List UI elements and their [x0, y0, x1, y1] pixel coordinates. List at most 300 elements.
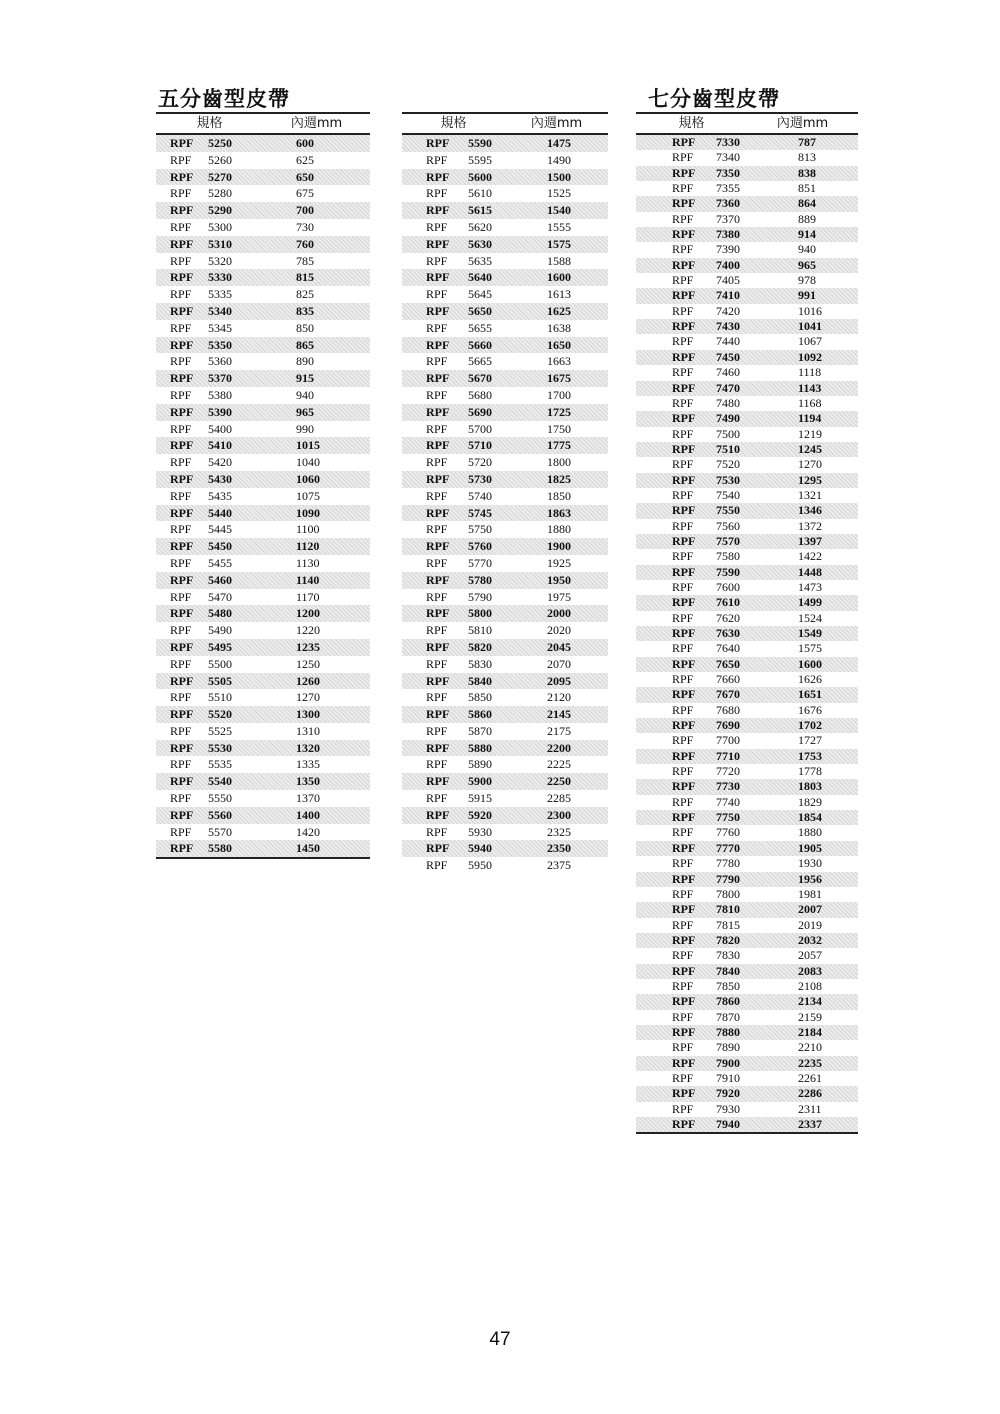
- cell-prefix: RPF: [426, 623, 448, 638]
- cell-prefix: RPF: [672, 733, 694, 748]
- cell-prefix: RPF: [672, 533, 696, 548]
- cell-length: 1651: [798, 687, 822, 702]
- cell-code: 5840: [468, 673, 492, 688]
- table-row: [156, 689, 370, 706]
- cell-code: 5535: [208, 757, 232, 772]
- cell-code: 5650: [468, 303, 492, 318]
- cell-code: 5780: [468, 572, 492, 587]
- cell-length: 1270: [296, 690, 320, 705]
- cell-code: 5820: [468, 639, 492, 654]
- cell-length: 1490: [547, 152, 571, 167]
- table-row: [636, 166, 858, 181]
- cell-prefix: RPF: [426, 236, 450, 251]
- cell-prefix: RPF: [672, 457, 694, 472]
- cell-code: 5530: [208, 740, 232, 755]
- cell-prefix: RPF: [170, 203, 194, 218]
- cell-code: 5870: [468, 723, 492, 738]
- cell-prefix: RPF: [426, 723, 448, 738]
- cell-length: 940: [296, 387, 314, 402]
- cell-length: 2020: [547, 623, 571, 638]
- cell-length: 1473: [798, 579, 822, 594]
- cell-length: 2286: [798, 1086, 822, 1101]
- cell-prefix: RPF: [170, 824, 192, 839]
- cell-code: 7910: [716, 1070, 740, 1085]
- table-row: [402, 253, 608, 270]
- cell-prefix: RPF: [170, 236, 194, 251]
- cell-length: 1220: [296, 623, 320, 638]
- cell-prefix: RPF: [170, 639, 194, 654]
- cell-length: 1880: [547, 522, 571, 537]
- cell-prefix: RPF: [426, 673, 450, 688]
- cell-code: 5590: [468, 136, 492, 150]
- cell-length: 2184: [798, 1024, 822, 1039]
- table-row: [636, 196, 858, 211]
- table-row: [402, 387, 608, 404]
- table-row: [636, 1010, 858, 1025]
- cell-prefix: RPF: [170, 253, 192, 268]
- cell-prefix: RPF: [672, 564, 696, 579]
- cell-length: 1370: [296, 791, 320, 806]
- cell-length: 2350: [547, 841, 571, 856]
- cell-length: 1702: [798, 718, 822, 733]
- cell-prefix: RPF: [426, 219, 448, 234]
- cell-code: 5760: [468, 539, 492, 554]
- cell-code: 5950: [468, 858, 492, 873]
- cell-prefix: RPF: [426, 539, 450, 554]
- cell-prefix: RPF: [672, 1117, 696, 1131]
- cell-length: 1499: [798, 595, 822, 610]
- cell-code: 7550: [716, 503, 740, 518]
- cell-prefix: RPF: [672, 349, 696, 364]
- table-row: [156, 756, 370, 773]
- cell-prefix: RPF: [170, 136, 194, 150]
- cell-length: 2032: [798, 932, 822, 947]
- cell-length: 2325: [547, 824, 571, 839]
- cell-length: 838: [798, 165, 816, 180]
- table-row: [156, 337, 370, 354]
- cell-length: 2095: [547, 673, 571, 688]
- cell-code: 5495: [208, 639, 232, 654]
- cell-length: 889: [798, 211, 816, 226]
- cell-code: 7380: [716, 227, 740, 242]
- cell-prefix: RPF: [672, 794, 694, 809]
- cell-prefix: RPF: [672, 1070, 694, 1085]
- cell-prefix: RPF: [672, 1009, 694, 1024]
- table-row: [636, 657, 858, 672]
- cell-prefix: RPF: [672, 779, 696, 794]
- table-row: [156, 286, 370, 303]
- cell-length: 1829: [798, 794, 822, 809]
- cell-length: 965: [798, 257, 816, 272]
- cell-code: 7450: [716, 349, 740, 364]
- cell-prefix: RPF: [170, 807, 194, 822]
- cell-length: 1448: [798, 564, 822, 579]
- table-row: [636, 611, 858, 626]
- cell-length: 2261: [798, 1070, 822, 1085]
- cell-length: 1321: [798, 487, 822, 502]
- cell-code: 5500: [208, 656, 232, 671]
- cell-code: 5730: [468, 471, 492, 486]
- header-spec: 規格: [196, 116, 223, 131]
- cell-prefix: RPF: [426, 404, 450, 419]
- table-row: [636, 856, 858, 871]
- cell-code: 7730: [716, 779, 740, 794]
- cell-length: 2200: [547, 740, 571, 755]
- cell-code: 5435: [208, 488, 232, 503]
- cell-code: 5665: [468, 354, 492, 369]
- cell-prefix: RPF: [672, 932, 696, 947]
- cell-code: 7340: [716, 150, 740, 165]
- table-row: [636, 595, 858, 610]
- table-row: [156, 706, 370, 723]
- cell-length: 1140: [296, 572, 320, 587]
- cell-prefix: RPF: [426, 354, 448, 369]
- cell-code: 7710: [716, 748, 740, 763]
- table-row: [156, 639, 370, 656]
- cell-code: 5800: [468, 606, 492, 621]
- cell-code: 7540: [716, 487, 740, 502]
- cell-code: 5470: [208, 589, 232, 604]
- table-row: [156, 269, 370, 286]
- cell-code: 7440: [716, 334, 740, 349]
- cell-prefix: RPF: [170, 219, 192, 234]
- cell-length: 1588: [547, 253, 571, 268]
- table-row: [402, 840, 608, 857]
- table-row: [156, 589, 370, 606]
- cell-code: 5915: [468, 791, 492, 806]
- cell-code: 5620: [468, 219, 492, 234]
- table-row: [156, 605, 370, 622]
- cell-code: 5525: [208, 723, 232, 738]
- cell-code: 5250: [208, 136, 232, 150]
- cell-prefix: RPF: [170, 740, 194, 755]
- cell-prefix: RPF: [672, 963, 696, 978]
- cell-prefix: RPF: [170, 354, 192, 369]
- cell-code: 5445: [208, 522, 232, 537]
- cell-length: 2235: [798, 1055, 822, 1070]
- cell-prefix: RPF: [426, 337, 450, 352]
- cell-length: 1260: [296, 673, 320, 688]
- table-row: [636, 442, 858, 457]
- table-row: [636, 1117, 858, 1132]
- cell-length: 1613: [547, 287, 571, 302]
- cell-length: 1555: [547, 219, 571, 234]
- table-row: [402, 589, 608, 606]
- table-row: [156, 169, 370, 186]
- cell-length: 1750: [547, 421, 571, 436]
- cell-length: 815: [296, 270, 314, 285]
- cell-length: 1725: [547, 404, 571, 419]
- table-row: [156, 488, 370, 505]
- table-row: [402, 740, 608, 757]
- cell-code: 5920: [468, 807, 492, 822]
- cell-length: 1143: [798, 380, 822, 395]
- cell-code: 5280: [208, 186, 232, 201]
- cell-length: 864: [798, 196, 816, 211]
- cell-prefix: RPF: [170, 421, 192, 436]
- cell-prefix: RPF: [672, 764, 694, 779]
- cell-prefix: RPF: [426, 690, 448, 705]
- cell-prefix: RPF: [170, 303, 194, 318]
- cell-prefix: RPF: [672, 825, 694, 840]
- cell-length: 1753: [798, 748, 822, 763]
- cell-prefix: RPF: [170, 572, 194, 587]
- table-row: [156, 454, 370, 471]
- cell-code: 7580: [716, 549, 740, 564]
- cell-code: 5635: [468, 253, 492, 268]
- cell-length: 1775: [547, 438, 571, 453]
- cell-length: 1575: [547, 236, 571, 251]
- cell-code: 5640: [468, 270, 492, 285]
- cell-length: 1245: [798, 441, 822, 456]
- cell-code: 5480: [208, 606, 232, 621]
- cell-prefix: RPF: [672, 319, 696, 334]
- table-row: [636, 749, 858, 764]
- cell-code: 5930: [468, 824, 492, 839]
- cell-code: 5490: [208, 623, 232, 638]
- table-row: [636, 565, 858, 580]
- table-row: [402, 756, 608, 773]
- table-row: [636, 334, 858, 349]
- cell-length: 1168: [798, 395, 822, 410]
- cell-prefix: RPF: [170, 673, 194, 688]
- cell-length: 1475: [547, 136, 571, 150]
- cell-prefix: RPF: [672, 948, 694, 963]
- cell-length: 1850: [547, 488, 571, 503]
- table-row: [636, 764, 858, 779]
- table-row: [402, 572, 608, 589]
- cell-code: 7880: [716, 1024, 740, 1039]
- table-row: [636, 703, 858, 718]
- cell-code: 5710: [468, 438, 492, 453]
- cell-prefix: RPF: [426, 555, 448, 570]
- cell-prefix: RPF: [672, 871, 696, 886]
- cell-length: 851: [798, 181, 816, 196]
- table-row: [402, 622, 608, 639]
- table-row: [156, 773, 370, 790]
- cell-length: 1397: [798, 533, 822, 548]
- table-row: [156, 387, 370, 404]
- cell-prefix: RPF: [672, 1040, 694, 1055]
- cell-prefix: RPF: [672, 687, 696, 702]
- cell-prefix: RPF: [426, 589, 448, 604]
- cell-code: 7920: [716, 1086, 740, 1101]
- table-header: [156, 112, 370, 135]
- cell-length: 2083: [798, 963, 822, 978]
- table-row: [636, 687, 858, 702]
- cell-code: 7470: [716, 380, 740, 395]
- cell-code: 7420: [716, 303, 740, 318]
- cell-code: 5300: [208, 219, 232, 234]
- cell-code: 5330: [208, 270, 232, 285]
- cell-prefix: RPF: [170, 387, 192, 402]
- cell-length: 1663: [547, 354, 571, 369]
- table-row: [636, 841, 858, 856]
- cell-length: 1880: [798, 825, 822, 840]
- cell-length: 1250: [296, 656, 320, 671]
- table-row: [402, 673, 608, 690]
- table-row: [636, 549, 858, 564]
- cell-length: 1500: [547, 169, 571, 184]
- cell-code: 5345: [208, 320, 232, 335]
- cell-code: 5440: [208, 505, 232, 520]
- table-row: [636, 933, 858, 948]
- cell-prefix: RPF: [672, 273, 694, 288]
- cell-prefix: RPF: [170, 186, 192, 201]
- cell-prefix: RPF: [672, 994, 696, 1009]
- cell-code: 5290: [208, 203, 232, 218]
- table-row: [402, 605, 608, 622]
- cell-prefix: RPF: [672, 902, 696, 917]
- cell-prefix: RPF: [426, 757, 448, 772]
- table-row: [636, 350, 858, 365]
- table-row: [156, 622, 370, 639]
- table-row: [156, 521, 370, 538]
- table-row: [636, 381, 858, 396]
- cell-prefix: RPF: [426, 371, 450, 386]
- cell-code: 7630: [716, 626, 740, 640]
- cell-prefix: RPF: [426, 488, 448, 503]
- table-row: [156, 723, 370, 740]
- cell-code: 7430: [716, 319, 740, 334]
- cell-code: 7870: [716, 1009, 740, 1024]
- table-row: [156, 790, 370, 807]
- cell-code: 5455: [208, 555, 232, 570]
- cell-code: 7640: [716, 641, 740, 656]
- table-row: [402, 723, 608, 740]
- table-row: [636, 503, 858, 518]
- cell-code: 7510: [716, 441, 740, 456]
- table-row: [636, 1102, 858, 1117]
- cell-prefix: RPF: [672, 288, 696, 303]
- cell-prefix: RPF: [170, 757, 192, 772]
- cell-length: 1170: [296, 589, 320, 604]
- cell-length: 650: [296, 169, 314, 184]
- cell-code: 7780: [716, 856, 740, 871]
- cell-code: 7815: [716, 917, 740, 932]
- table-row: [636, 427, 858, 442]
- cell-prefix: RPF: [426, 707, 450, 722]
- cell-length: 1626: [798, 672, 822, 687]
- table-row: [636, 902, 858, 917]
- cell-prefix: RPF: [672, 426, 694, 441]
- cell-code: 7590: [716, 564, 740, 579]
- table-row: [402, 169, 608, 186]
- cell-prefix: RPF: [170, 438, 194, 453]
- cell-length: 1525: [547, 186, 571, 201]
- table-row: [156, 202, 370, 219]
- table-row: [636, 580, 858, 595]
- table-body: [156, 135, 370, 857]
- cell-prefix: RPF: [426, 774, 450, 789]
- cell-code: 5645: [468, 287, 492, 302]
- cell-prefix: RPF: [672, 1024, 696, 1039]
- table-row: [636, 242, 858, 257]
- table-row: [636, 994, 858, 1009]
- table-row: [636, 795, 858, 810]
- cell-code: 7660: [716, 672, 740, 687]
- table-row: [636, 964, 858, 979]
- cell-length: 2225: [547, 757, 571, 772]
- table-row: [636, 396, 858, 411]
- section-title-7-fen: 七分齒型皮帶: [648, 86, 780, 111]
- cell-code: 7680: [716, 702, 740, 717]
- cell-prefix: RPF: [672, 242, 694, 257]
- cell-code: 7850: [716, 978, 740, 993]
- cell-length: 2070: [547, 656, 571, 671]
- cell-prefix: RPF: [426, 320, 448, 335]
- cell-prefix: RPF: [170, 841, 194, 856]
- cell-code: 5340: [208, 303, 232, 318]
- cell-length: 1650: [547, 337, 571, 352]
- cell-length: 1372: [798, 518, 822, 533]
- table-row: [402, 706, 608, 723]
- cell-prefix: RPF: [672, 1086, 696, 1101]
- table-row: [402, 773, 608, 790]
- cell-prefix: RPF: [672, 518, 694, 533]
- cell-code: 5390: [208, 404, 232, 419]
- table-header: [402, 112, 608, 135]
- table-row: [402, 135, 608, 152]
- cell-length: 991: [798, 288, 816, 303]
- cell-prefix: RPF: [672, 856, 694, 871]
- cell-length: 1700: [547, 387, 571, 402]
- cell-code: 5880: [468, 740, 492, 755]
- cell-code: 7530: [716, 472, 740, 487]
- cell-length: 785: [296, 253, 314, 268]
- cell-prefix: RPF: [672, 656, 696, 671]
- cell-code: 5615: [468, 203, 492, 218]
- cell-prefix: RPF: [672, 211, 694, 226]
- cell-prefix: RPF: [426, 303, 450, 318]
- cell-prefix: RPF: [672, 441, 696, 456]
- cell-code: 7410: [716, 288, 740, 303]
- cell-code: 7810: [716, 902, 740, 917]
- table-row: [402, 639, 608, 656]
- table-row: [636, 365, 858, 380]
- cell-code: 7650: [716, 656, 740, 671]
- cell-prefix: RPF: [426, 421, 448, 436]
- cell-code: 5770: [468, 555, 492, 570]
- cell-length: 1200: [296, 606, 320, 621]
- cell-length: 1863: [547, 505, 571, 520]
- cell-prefix: RPF: [170, 152, 192, 167]
- page-number: 47: [489, 1329, 511, 1350]
- table-row: [402, 437, 608, 454]
- cell-prefix: RPF: [672, 810, 696, 825]
- cell-prefix: RPF: [170, 287, 192, 302]
- cell-length: 730: [296, 219, 314, 234]
- cell-prefix: RPF: [672, 196, 696, 211]
- cell-code: 5510: [208, 690, 232, 705]
- table-row: [156, 555, 370, 572]
- cell-length: 1075: [296, 488, 320, 503]
- table-row: [402, 286, 608, 303]
- cell-code: 7405: [716, 273, 740, 288]
- cell-length: 1300: [296, 707, 320, 722]
- table-row: [156, 824, 370, 841]
- cell-prefix: RPF: [672, 595, 696, 610]
- cell-length: 2007: [798, 902, 822, 917]
- table-row: [636, 672, 858, 687]
- cell-prefix: RPF: [426, 858, 448, 873]
- cell-length: 915: [296, 371, 314, 386]
- cell-code: 5540: [208, 774, 232, 789]
- cell-code: 7820: [716, 932, 740, 947]
- cell-length: 1015: [296, 438, 320, 453]
- cell-prefix: RPF: [672, 886, 694, 901]
- cell-length: 1320: [296, 740, 320, 755]
